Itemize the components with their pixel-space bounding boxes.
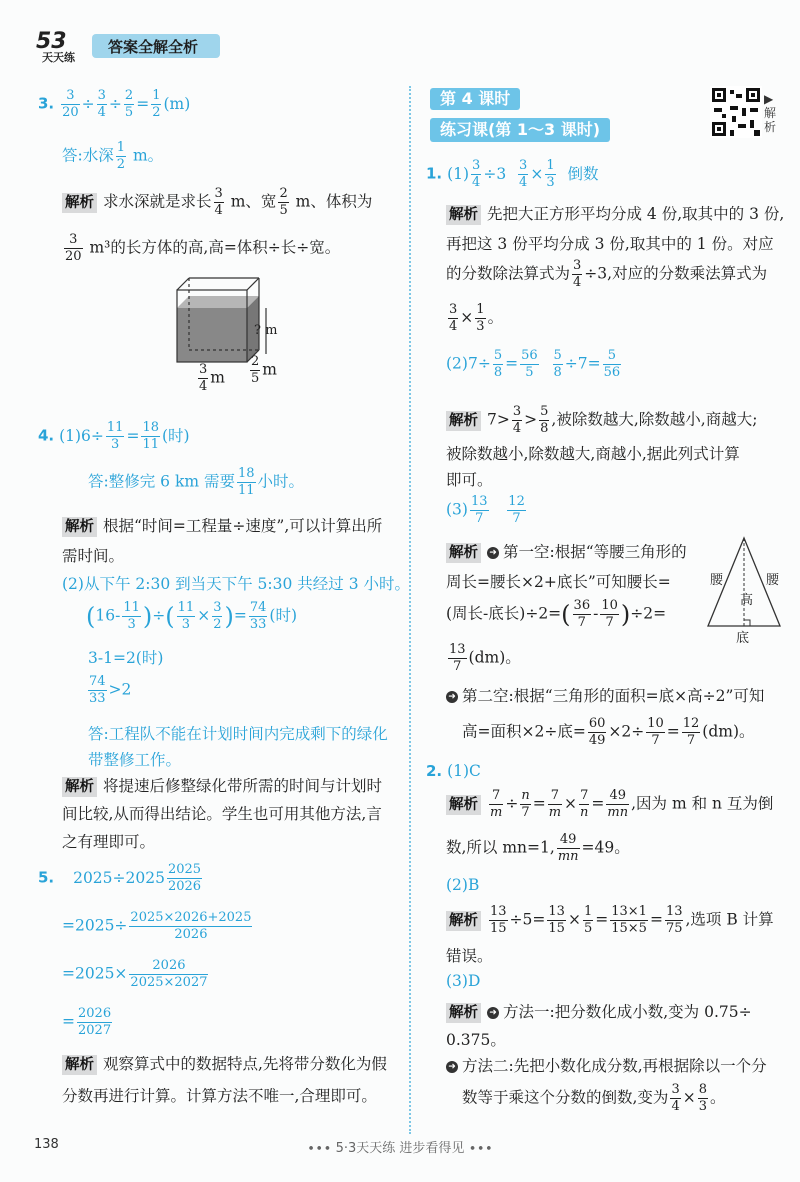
q4-analysis2-a: 解析 将提速后修整绿化带所需的时间与计划时 bbox=[62, 774, 382, 797]
r2-analysis3-b: 0.375。 bbox=[446, 1031, 506, 1049]
qr-label: ▶解析 bbox=[764, 92, 777, 134]
r1-part2: (2)7÷ $\frac{5}{8}$ = $\frac{56}{5}$ $\frac{5}{8}$ ÷7= $\frac{5}{56}$ bbox=[446, 348, 621, 380]
figure-length-label: $\frac{3}{4}$ m bbox=[199, 362, 225, 394]
q4-answer2-a: 答:工程队不能在计划时间内完成剩下的绿化 bbox=[88, 725, 388, 743]
r2-part2: (2)B bbox=[446, 876, 480, 894]
q4-part2: (2)从下午 2:30 到当天下午 5:30 共经过 3 小时。 bbox=[62, 575, 410, 593]
q4-analysis2-b: 间比较,从而得出结论。学生也可用其他方法,言 bbox=[62, 805, 382, 823]
r1-analysis3-f: 高=面积×2÷底= $\frac{60}{49}$ ×2÷ $\frac{10}{7}$ = $\frac{12}{7}$ (dm)。 bbox=[462, 716, 755, 748]
column-divider bbox=[409, 86, 411, 1134]
q4-part2-equation: (16- $\frac{11}{3}$ )÷( $\frac{11}{3}$ × $\frac{3}{2}$ )= $\frac{74}{33}$ (时) bbox=[86, 600, 297, 632]
r2-line1: 2. (1)C bbox=[426, 762, 481, 780]
svg-text:天天练: 天天练 bbox=[42, 51, 75, 64]
r1-analysis1-d: $\frac{3}{4}$ × $\frac{1}{3}$ 。 bbox=[449, 302, 504, 334]
r1-analysis3-d: $\frac{13}{7}$ (dm)。 bbox=[449, 642, 521, 674]
q3-analysis-line2: $\frac{3}{20}$ m³的长方体的高,高=体积÷长÷宽。 bbox=[65, 232, 341, 264]
r1-analysis1-c: 的分数除法算式为 $\frac{3}{4}$ ÷3,对应的分数乘法算式为 bbox=[446, 258, 768, 290]
cuboid-figure bbox=[168, 274, 298, 404]
q3-line1 bbox=[38, 88, 190, 121]
r1-analysis3-b: 周长=腰长×2+底长”可知腰长= bbox=[446, 573, 671, 591]
r2-analysis3-a: 解析 ➜ 方法一:把分数化成小数,变为 0.75÷ bbox=[446, 1000, 752, 1023]
q3-equation: $\frac{3}{20}$ ÷ $\frac{3}{4}$ ÷ $\frac{2}{5}$ = $\frac{1}{2}$ (m) bbox=[62, 88, 191, 120]
r2-analysis2-b: 错误。 bbox=[446, 947, 493, 965]
r2-analysis3-c: ➜ 方法二:先把小数化成分数,再根据除以一个分 bbox=[446, 1054, 767, 1076]
q3-answer: 答:水深 $\frac{1}{2}$ m。 bbox=[62, 140, 164, 172]
q5-line1: 5. 2025÷2025 $\frac{2025}{2026}$ bbox=[38, 862, 202, 894]
footer-slogan: ∙∙∙ 5·3天天练 进步看得见 ∙∙∙ bbox=[307, 1141, 493, 1156]
q3-analysis-line1: 解析 求水深就是求长 $\frac{3}{4}$ m、宽 $\frac{2}{5}$ m、体积为 bbox=[62, 186, 372, 219]
r1-analysis2-a: 解析 7> $\frac{3}{4}$ > $\frac{5}{8}$ ,被除数越大,除数越小,商越大; bbox=[446, 404, 757, 437]
r1-part3: (3) $\frac{13}{7}$ $\frac{12}{7}$ bbox=[446, 494, 525, 526]
triangle-leg-left: 腰 bbox=[710, 573, 724, 588]
r2-analysis3-d: 数等于乘这个分数的倒数,变为 $\frac{3}{4}$ × $\frac{8}{3}$ 。 bbox=[462, 1082, 726, 1114]
q4-part2-compare: $\frac{74}{33}$ >2 bbox=[89, 674, 132, 706]
logo-53-icon bbox=[34, 24, 94, 64]
r1-analysis2-b: 被除数越小,除数越大,商越小,据此列式计算 bbox=[446, 445, 740, 463]
q4-answer2-b: 带整修工作。 bbox=[88, 751, 182, 769]
q3-number: 3. bbox=[38, 94, 55, 113]
r2-analysis1-b: 数,所以 mn=1, $\frac{49}{mn}$ =49。 bbox=[446, 832, 630, 864]
triangle-leg-right: 腰 bbox=[766, 573, 780, 588]
r1-analysis3-e: ➜ 第二空:根据“三角形的面积=底×高÷2”可知 bbox=[446, 684, 764, 706]
r2-analysis2-a: 解析 $\frac{13}{15}$ ÷5= $\frac{13}{15}$ × $\frac{1}{5}$ = $\frac{13\times 1}{15\times 5}$ = $\frac{13}{75}$ ,选项 B 计算 bbox=[446, 904, 774, 937]
q4-analysis1-a: 解析 根据“时间=工程量÷速度”,可以计算出所 bbox=[62, 514, 382, 537]
q4-answer1: 答:整修完 6 km 需要 $\frac{18}{11}$ 小时。 bbox=[88, 466, 305, 498]
q4-part2-line2: 3-1=2(时) bbox=[88, 649, 164, 667]
triangle-base: 底 bbox=[736, 631, 750, 646]
q5-line3: =2025× $\frac{2026}{2025\times 2027}$ bbox=[62, 958, 208, 990]
q5-analysis-a: 解析 观察算式中的数据特点,先将带分数化为假 bbox=[62, 1052, 387, 1075]
q5-line4: = $\frac{2026}{2027}$ bbox=[62, 1006, 112, 1038]
q5-analysis-b: 分数再进行计算。计算方法不唯一,合理即可。 bbox=[62, 1087, 377, 1105]
r1-analysis2-c: 即可。 bbox=[446, 471, 493, 489]
q5-line2: =2025÷ $\frac{2025\times 2026+2025}{2026}$ bbox=[62, 910, 252, 942]
r1-line1: 1. (1) $\frac{3}{4}$ ÷3 $\frac{3}{4}$ × $\frac{1}{3}$ 倒数 bbox=[426, 158, 599, 190]
r1-analysis3-a: 解析 ➜ 第一空:根据“等腰三角形的 bbox=[446, 540, 687, 563]
r1-analysis1-b: 再把这 3 份平均分成 3 份,取其中的 1 份。对应 bbox=[446, 235, 774, 253]
triangle-height: 高 bbox=[740, 593, 754, 608]
r1-analysis3-c: (周长-底长)÷2=( $\frac{36}{7}$ - $\frac{10}{7}$ )÷2= bbox=[446, 598, 667, 630]
q4-analysis1-b: 需时间。 bbox=[62, 547, 125, 565]
isosceles-triangle-figure bbox=[700, 534, 792, 650]
lesson-title: 第 4 课时 bbox=[430, 88, 520, 110]
r2-part3: (3)D bbox=[446, 972, 481, 990]
figure-height-label: ? m bbox=[254, 323, 278, 338]
svg-text:53: 53 bbox=[36, 29, 67, 54]
header-title: 答案全解全析 bbox=[108, 38, 199, 56]
r2-analysis1-a: 解析 $\frac{7}{m}$ ÷ $\frac{n}{7}$ = $\frac{7}{m}$ × $\frac{7}{n}$ = $\frac{49}{mn}$ ,因为 m 和 n 互为倒 bbox=[446, 788, 773, 821]
q4-analysis2-c: 之有理即可。 bbox=[62, 833, 156, 851]
figure-width-label: $\frac{2}{5}$ m bbox=[251, 354, 277, 386]
qr-code-icon[interactable] bbox=[710, 86, 762, 138]
lesson-subtitle: 练习课(第 1～3 课时) bbox=[430, 118, 610, 142]
analysis-tag: 解析 bbox=[62, 193, 97, 213]
r1-analysis1-a: 解析 先把大正方形平均分成 4 份,取其中的 3 份, bbox=[446, 202, 784, 225]
page-number: 138 bbox=[34, 1137, 59, 1152]
q4-line1: 4. (1)6÷ $\frac{11}{3}$ = $\frac{18}{11}$ (时) bbox=[38, 420, 190, 452]
